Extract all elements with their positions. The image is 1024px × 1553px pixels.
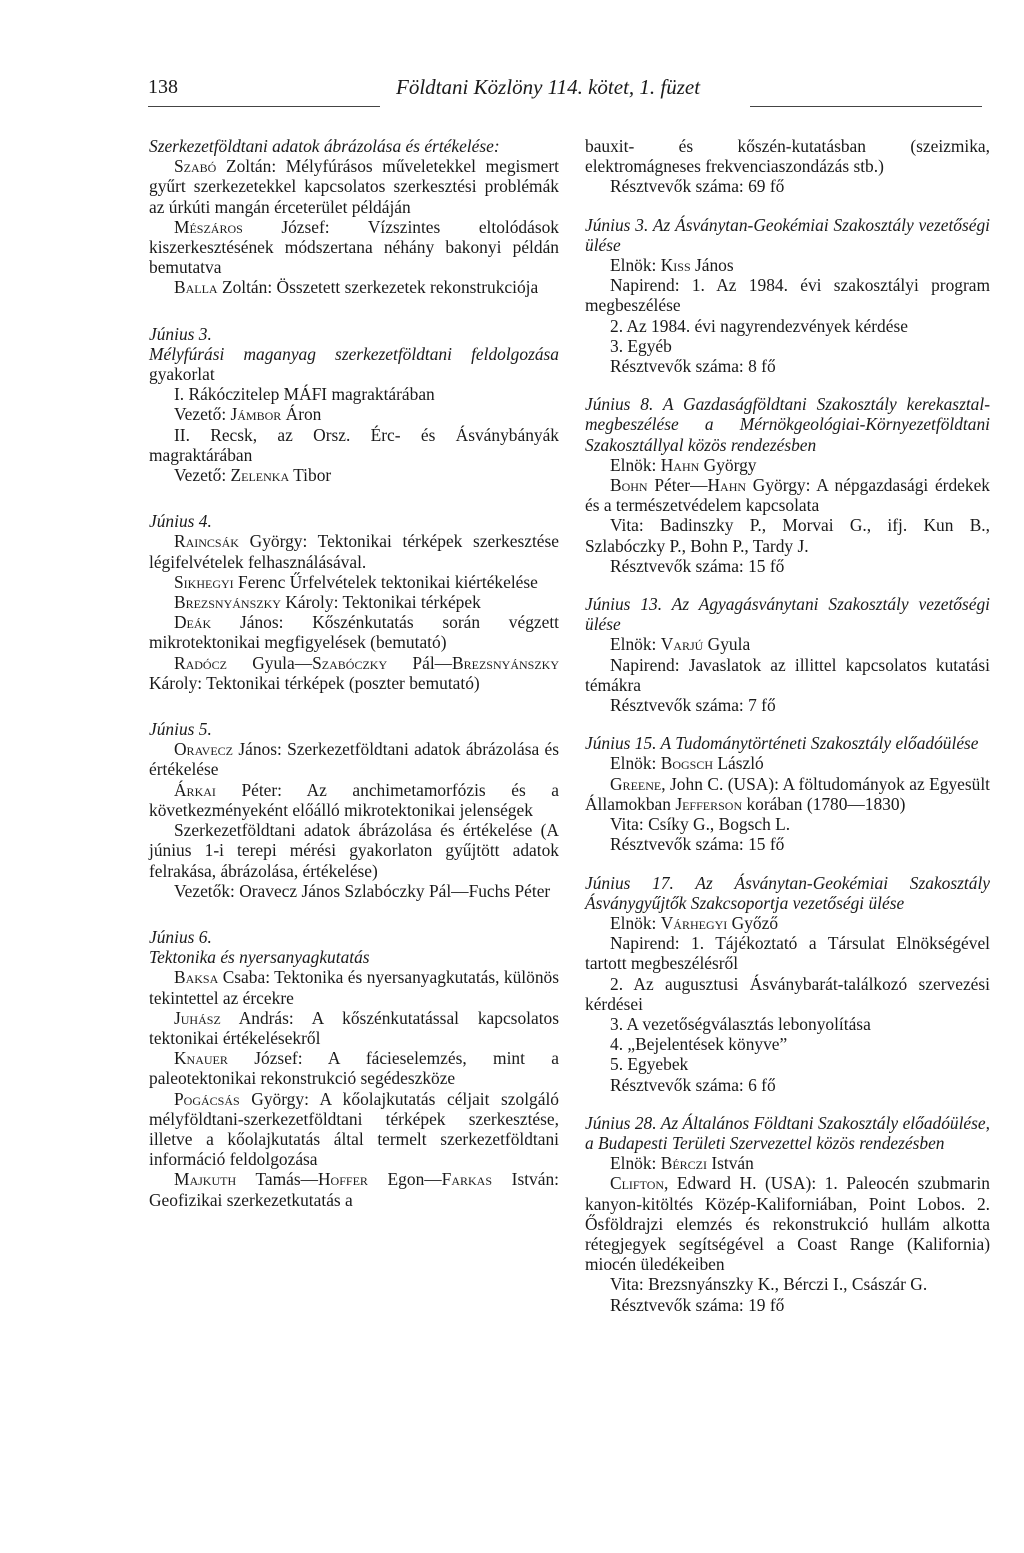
entry-text: Gyula— (226, 652, 313, 673)
agenda-item: 5. Egyebek (610, 1054, 689, 1075)
attendance: Résztvevők száma: 69 fő (610, 176, 785, 197)
chair-entry (585, 913, 990, 933)
author-name: Clifton (610, 1173, 665, 1194)
author-name: Mészáros (174, 216, 243, 237)
meeting-title: Az Általános Földtani Szakosztály előadóülése, a Budapesti Területi Szervezettel közös rendezésben (585, 1112, 990, 1153)
author-name: Raincsák (174, 531, 239, 552)
person-name: Zelenka (230, 465, 290, 486)
lecture-entry (149, 1008, 559, 1048)
meeting-title: Az Agyagásványtani Szakosztály vezetőségi ülése (585, 594, 990, 635)
entry-text: Péter— (647, 475, 708, 496)
lecture-entry (585, 1173, 990, 1274)
meeting-heading (585, 215, 990, 255)
entry-text: Elnök: (610, 753, 661, 774)
meeting-heading (585, 594, 990, 634)
author-name: Knauer (174, 1048, 228, 1069)
entry-text: Elnök: (610, 1153, 661, 1174)
lecture-entry (149, 967, 559, 1007)
author-name: Oravecz (174, 739, 234, 760)
entry-text: Győző (727, 912, 779, 933)
entry-text: Pál— (387, 652, 453, 673)
continued-text: bauxit- és kőszén-kutatásban (szeizmika, elektromágneses frekvenciaszondázás stb.) (585, 136, 990, 177)
meeting-heading (585, 733, 990, 753)
entry-text: Zoltán: Mélyfúrásos műveletekkel megismert gyűrt szerkezetekkel kapcsolatos szerkesztési problémák az úrkúti mangán érceterület példáján (149, 156, 559, 217)
discussion-entry: Vita: Badinszky P., Morvai G., ifj. Kun B., Szlabóczky P., Bohn P., Tardy J. (585, 515, 990, 556)
agenda-item: Napirend: Javaslatok az illittel kapcsolatos kutatási témákra (585, 654, 990, 695)
lecture-entry (149, 572, 559, 592)
discussion-entry: Vita: Csíky G., Bogsch L. (610, 814, 791, 835)
chair-entry (585, 455, 990, 475)
person-name: Jefferson (675, 793, 743, 814)
date-heading: Június 17. (585, 872, 674, 893)
author-name: Árkai (174, 779, 216, 800)
person-name: Bérczi (660, 1153, 707, 1174)
chair-entry (585, 634, 990, 654)
entry-text: Vezető: (174, 465, 231, 486)
page-header (148, 72, 988, 102)
date-heading: Június 3. (585, 214, 649, 235)
header-rule-right (750, 106, 982, 107)
meeting-heading (585, 394, 990, 455)
entry-text: István (707, 1153, 754, 1174)
person-name: Hahn (660, 454, 700, 475)
entry-text: József: A fácieselemzés, mint a paleotektonikai rekonstrukció segédeszköze (149, 1048, 559, 1089)
entry-text: Zoltán: Összetett szerkezetek rekonstrukciója (217, 277, 539, 298)
attendance: Résztvevők száma: 15 fő (610, 555, 785, 576)
date-heading: Június 4. (149, 511, 212, 532)
entry-text: Elnök: (610, 912, 661, 933)
entry-text: Ferenc Űrfelvételek tektonikai kiértékelése (233, 571, 538, 592)
lecture-entry (149, 612, 559, 652)
person-name: Várhegyi (660, 912, 728, 933)
page-number: 138 (148, 76, 178, 98)
author-name: Juhász (174, 1007, 221, 1028)
lecture-entry (149, 531, 559, 571)
entry-text: , John C. (USA): A föltudományok az Egyesült Államokban (585, 773, 990, 814)
entry-text: András: A kőszénkutatással kapcsolatos tektonikai értékelésekről (149, 1007, 559, 1048)
agenda-item: Napirend: 1. Tájékoztató a Társulat Elnökségével tartott megbeszélésről (585, 933, 990, 974)
chair-entry (585, 255, 990, 275)
author-name: Farkas (441, 1169, 493, 1190)
lecture-entry (585, 475, 990, 515)
date-heading: Június 13. (585, 594, 663, 615)
date-heading: Június 6. (149, 926, 212, 947)
lecture-entry (149, 277, 559, 297)
entry-text: , Edward H. (USA): 1. Paleocén szubmarin kanyon-kitöltés Közép-Kaliforniában, Point Lobos. 2. Ősföldrajzi elemzés és rekonstrukció hullám alkotta rétegjegyek segítségével a Coast Range (Kalifornia) miocén üledékeiben (585, 1173, 990, 1275)
agenda-item: 4. „Bejelentések könyve” (610, 1034, 788, 1055)
chair-entry (585, 753, 990, 773)
author-name: Greene (610, 773, 662, 794)
entry-text: Vezető: (174, 404, 231, 425)
author-name: Deák (174, 612, 212, 633)
entry-text: Tamás— (236, 1169, 318, 1190)
header-rule-left (148, 106, 380, 107)
author-name: Balla (174, 277, 218, 298)
entry-text: Csaba: Tektonika és nyersanyagkutatás, különös tekintettel az ércekre (149, 967, 559, 1008)
person-name: Kiss (660, 255, 691, 276)
entry-text: László (713, 753, 764, 774)
entry-text: Elnök: (610, 255, 661, 276)
entry-text: György (699, 454, 757, 475)
author-name: Hahn (707, 475, 747, 496)
author-name: Radócz (174, 652, 227, 673)
agenda-item: Napirend: 1. Az 1984. évi szakosztályi program megbeszélése (585, 275, 990, 316)
meeting-heading (585, 1113, 990, 1153)
entry-text: Elnök: (610, 634, 661, 655)
attendance: Résztvevők száma: 7 fő (610, 695, 776, 716)
agenda-item: 2. Az augusztusi Ásványbarát-találkozó szervezési kérdései (585, 973, 990, 1014)
section-title: Tektonika és nyersanyagkutatás (149, 947, 370, 968)
person-name: Jámbor (230, 404, 282, 425)
lecture-entry (149, 1089, 559, 1170)
meeting-title: A Tudománytörténeti Szakosztály előadóülése (656, 733, 979, 754)
meeting-title: Az Ásványtan-Geokémiai Szakosztály vezetőségi ülése (585, 214, 991, 255)
section-title: Szerkezetföldtani adatok ábrázolása és értékelése: (149, 136, 500, 156)
attendance: Résztvevők száma: 8 fő (610, 356, 776, 377)
author-name: Majkuth (174, 1169, 237, 1190)
lecture-entry (149, 156, 559, 217)
agenda-item: 3. Egyéb (610, 335, 672, 356)
author-name: Szabóczky (312, 652, 388, 673)
entry-text: Károly: Tektonikai térképek (poszter bemutató) (149, 672, 480, 693)
date-heading: Június 3. (149, 323, 212, 344)
date-heading: Június 15. (585, 733, 657, 754)
lecture-entry (149, 653, 559, 693)
discussion-entry: Vita: Brezsnyánszky K., Bérczi I., Császár G. (610, 1274, 928, 1295)
entry-text: Egon— (367, 1169, 442, 1190)
entry-text: Elnök: (610, 454, 661, 475)
entry-text: Gyula (703, 634, 751, 655)
entry-text: Péter: Az anchimetamorfózis és a következményeként előálló mikrotektonikai jelenségek (149, 779, 559, 820)
person-name: Varjú (660, 634, 704, 655)
entry-text: János (690, 255, 734, 276)
lecture-entry (149, 217, 559, 278)
author-name: Hoffer (318, 1169, 368, 1190)
date-heading: Június 28. (585, 1112, 657, 1133)
attendance: Résztvevők száma: 19 fő (610, 1294, 785, 1315)
agenda-item: 2. Az 1984. évi nagyrendezvények kérdése (610, 315, 908, 336)
lecture-entry (585, 774, 990, 814)
title-rest: gyakorlat (149, 364, 215, 385)
meeting-title: A Gazdaságföldtani Szakosztály kerekasztal-megbeszélése a Mérnökgeológiai-Környezetföldtani Szakosztállyal közös rendezésben (585, 394, 990, 455)
entry-text: korában (1780—1830) (742, 793, 906, 814)
leader-entry: Vezetők: Oravecz János Szlabóczky Pál—Fuchs Péter (174, 880, 551, 901)
entry-text: József: Vízszintes eltolódások kiszerkesztésének módszertana néhány bakonyi példán bemutatva (149, 216, 559, 278)
lecture-entry (149, 1048, 559, 1088)
entry-text: György: Tektonikai térképek szerkesztése légifelvételek felhasználásával. (149, 531, 559, 572)
attendance: Résztvevők száma: 15 fő (610, 834, 785, 855)
agenda-item: 3. A vezetőségválasztás lebonyolítása (610, 1013, 871, 1034)
entry-text: Áron (281, 404, 322, 425)
location-entry: II. Recsk, az Orsz. Érc- és Ásványbányák magraktárában (149, 424, 559, 465)
author-name: Brezsnyánszky (452, 652, 559, 673)
entry-text: János: Kőszénkutatás során végzett mikrotektonikai megfigyelések (bemutató) (149, 612, 559, 653)
author-name: Bohn (610, 475, 648, 496)
chair-entry (585, 1153, 990, 1173)
entry-text: György: A népgazdasági érdekek és a természetvédelem kapcsolata (585, 475, 990, 516)
author-name: Pogácsás (174, 1088, 240, 1109)
author-name: Sikhegyi (174, 571, 234, 592)
lecture-entry (149, 780, 559, 820)
date-heading: Június 5. (149, 719, 212, 740)
right-column (585, 136, 990, 1315)
left-column (149, 136, 559, 1210)
leader-entry (149, 465, 559, 485)
entry-text: György: A kőolajkutatás céljait szolgáló mélyföldtani-szerkezetföldtani térképek szerkesztése, illetve a kőolajkutatás által termelt szerkezetföldtani információ feldolgozása (149, 1088, 559, 1170)
date-heading: Június 8. (585, 394, 654, 415)
person-name: Bogsch (660, 753, 714, 774)
entry-text: Tibor (289, 465, 332, 486)
entry-text: János: Szerkezetföldtani adatok ábrázolása és értékelése (149, 739, 559, 780)
meeting-title: Az Ásványtan-Geokémiai Szakosztály Ásványgyűjtők Szakcsoportja vezetőségi ülése (585, 872, 990, 913)
entry-text: István: Geofizikai szerkezetkutatás a (149, 1169, 559, 1210)
lecture-entry (149, 739, 559, 779)
leader-entry (149, 404, 559, 424)
location-entry: I. Rákóczitelep MÁFI magraktárában (174, 384, 435, 405)
entry-text: Károly: Tektonikai térképek (280, 592, 481, 613)
author-name: Szabó (174, 156, 217, 177)
practice-entry: Szerkezetföldtani adatok ábrázolása és értékelése (A június 1-i terepi mérési gyakorlaton gyűjtött adatok felrakása, ábrázolása, értékelése) (149, 820, 559, 881)
author-name: Brezsnyánszky (174, 592, 281, 613)
lecture-entry (149, 1169, 559, 1209)
author-name: Baksa (174, 967, 219, 988)
title-italic: Mélyfúrási maganyag szerkezetföldtani feldolgozása (149, 343, 559, 364)
lecture-entry (149, 592, 559, 612)
running-title: Földtani Közlöny 114. kötet, 1. füzet (396, 75, 701, 99)
attendance: Résztvevők száma: 6 fő (610, 1074, 776, 1095)
section-title (149, 344, 559, 384)
meeting-heading (585, 873, 990, 913)
